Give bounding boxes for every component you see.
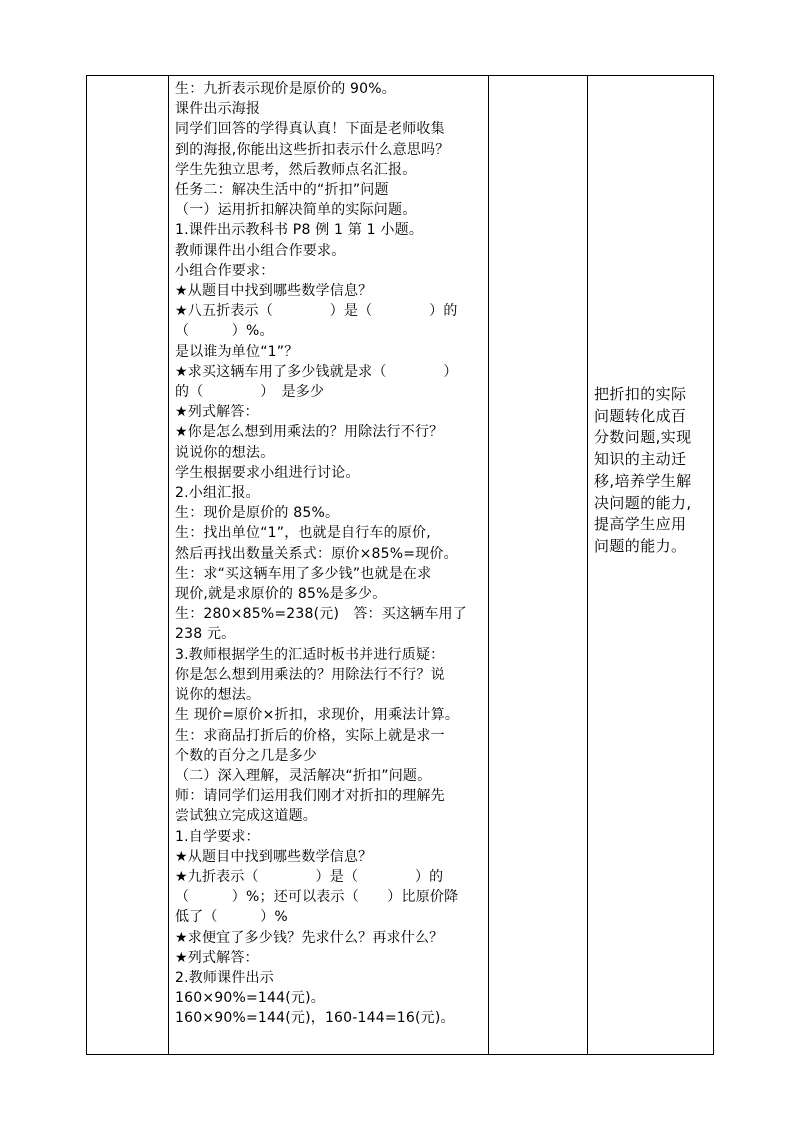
text-line: 到的海报,你能出这些折扣表示什么意思吗？ (175, 141, 450, 158)
text-line: 学生先独立思考，然后教师点名汇报。 (175, 161, 417, 178)
text-line: 生：280×85%=238(元) 答：买这辆车用了 (175, 606, 467, 623)
text-line: 说你的想法。 (175, 687, 261, 704)
lesson-plan-table (86, 75, 714, 1055)
text-line: 小组合作要求： (175, 262, 275, 279)
text-line: 生：现价是原价的 85%。 (175, 505, 340, 522)
text-line: 然后再找出数量关系式：原价×85%=现价。 (175, 545, 458, 562)
text-line: 生：求“买这辆车用了多少钱”也就是在求 (175, 565, 432, 582)
text-line: 任务二：解决生活中的“折扣”问题 (175, 182, 389, 199)
text-line: 师：请同学们运用我们刚才对折扣的理解先 (175, 788, 445, 805)
text-line: 160×90%=144(元)。 (175, 990, 325, 1007)
note-line: 决问题的能力, (594, 493, 692, 512)
text-line: 低了（ ）% (175, 909, 288, 926)
note-line: 知识的主动迁 (594, 450, 687, 469)
text-line: 说说你的想法。 (175, 444, 275, 461)
design-intent-text (588, 76, 713, 558)
text-line: ★列式解答： (175, 949, 259, 966)
text-line: ★列式解答： (175, 404, 259, 421)
text-line: 生：求商品打折后的价格，实际上就是求一 (175, 727, 445, 744)
stage-cell (87, 76, 169, 1055)
text-line: 课件出示海报 (175, 101, 261, 118)
text-line: 学生根据要求小组进行讨论。 (175, 464, 360, 481)
note-line: 问题转化成百 (594, 406, 687, 425)
text-line: 1.课件出示教科书 P8 例 1 第 1 小题。 (175, 222, 424, 239)
text-line: 是以谁为单位“1”？ (175, 343, 299, 360)
text-line: ★从题目中找到哪些数学信息？ (175, 283, 373, 300)
note-line: 移,培养学生解 (594, 471, 692, 490)
text-line: （一）运用折扣解决简单的实际问题。 (175, 202, 417, 219)
text-line: 个数的百分之几是多少 (175, 747, 317, 764)
note-line: 分数问题,实现 (594, 428, 692, 447)
text-line: 尝试独立完成这道题。 (175, 808, 317, 825)
text-line: （ ）%；还可以表示（ ）比原价降 (175, 889, 459, 906)
text-line: 同学们回答的学得真认真！下面是老师收集 (175, 121, 445, 138)
text-line: ★九折表示（ ）是（ ）的 (175, 868, 444, 885)
design-intent-cell (588, 76, 714, 1055)
text-line: 生：找出单位“1”，也就是自行车的原价, (175, 525, 431, 542)
teaching-process-text (169, 76, 488, 1029)
note-line: 提高学生应用 (594, 515, 687, 534)
text-line: 3.教师根据学生的汇适时板书并进行质疑： (175, 646, 445, 663)
text-line: 2.教师课件出示 (175, 969, 274, 986)
note-line: 把折扣的实际 (594, 385, 687, 403)
text-line: 你是怎么想到用乘法的？用除法行不行？说 (175, 666, 445, 683)
student-activity-cell (489, 76, 588, 1055)
text-line: 现价,就是求原价的 85%是多少。 (175, 586, 387, 603)
note-line: 问题的能力。 (594, 536, 687, 555)
text-line: 160×90%=144(元)，160-144=16(元)。 (175, 1010, 455, 1027)
text-line: ★求便宜了多少钱？先求什么？再求什么？ (175, 929, 444, 946)
text-line: 1.自学要求： (175, 828, 260, 845)
text-line: 生：九折表示现价是原价的 90%。 (175, 81, 396, 97)
text-line: 238 元。 (175, 626, 236, 643)
table-row (87, 76, 714, 1055)
text-line: 教师课件出小组合作要求。 (175, 242, 346, 259)
text-line: ★从题目中找到哪些数学信息？ (175, 848, 373, 865)
text-line: ★求买这辆车用了多少钱就是求（ ） (175, 363, 458, 380)
teaching-process-cell (169, 76, 489, 1055)
text-line: 2.小组汇报。 (175, 485, 260, 502)
text-line: ★八五折表示（ ）是（ ）的 (175, 303, 458, 320)
text-line: ★你是怎么想到用乘法的？用除法行不行？ (175, 424, 444, 441)
text-line: 的（ ） 是多少 (175, 384, 325, 401)
text-line: （二）深入理解，灵活解决“折扣”问题。 (175, 767, 432, 784)
text-line: 生 现价=原价×折扣，求现价，用乘法计算。 (175, 707, 460, 724)
text-line: （ ）%。 (175, 323, 274, 340)
